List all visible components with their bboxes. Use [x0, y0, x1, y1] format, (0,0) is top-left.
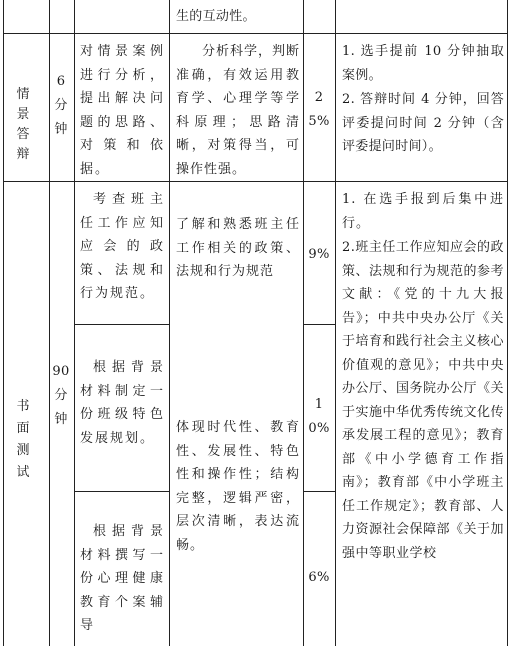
subrow-divider-1 [74, 324, 169, 325]
scenario-category: 情景答辩 [16, 87, 36, 162]
border-right [507, 0, 508, 646]
written-sub1-criteria: 了解和熟悉班主任工作相关的政策、法规和行为规范 [176, 217, 300, 279]
written-shared-criteria: 体现时代性、教育性、发展性、特色性和操作性；结构完整，逻辑严密，层次清晰，表达流畅。 [176, 420, 300, 553]
written-sub3-weight: 6% [308, 570, 330, 585]
divider-time-content [74, 0, 75, 646]
divider-category-time [49, 0, 50, 646]
subrow-divider-2 [74, 491, 169, 492]
row-divider-top [3, 33, 508, 34]
subrow-divider-1-weight [303, 324, 336, 325]
scenario-content: 对情景案例进行分析，提出解决问题的思路、对策和依据。 [80, 44, 165, 177]
top-row-content-tail: 生的互动性。 [176, 9, 256, 24]
written-sub3-content: 根据背景材料撰写一份心理健康教育个案辅导 [80, 524, 165, 633]
subrow-divider-2-weight [303, 491, 336, 492]
written-note-1: 1. 在选手报到后集中进行。 [342, 192, 504, 231]
scenario-time: 6分钟 [54, 74, 68, 137]
written-time: 90分钟 [52, 364, 70, 427]
written-sub1-weight: 9% [308, 247, 330, 262]
written-sub2-weight: 10% [308, 397, 330, 436]
divider-weight-notes [335, 0, 336, 646]
border-left [3, 0, 4, 646]
scenario-criteria: 分析科学，判断准确，有效运用教育学、心理学等学科原理；思路清晰，对策得当，可操作性强。 [176, 44, 301, 177]
divider-content-criteria [169, 0, 170, 646]
row-divider-written [3, 181, 508, 182]
written-sub1-content: 考查班主任工作应知应会的政策、法规和行为规范。 [80, 192, 165, 301]
written-sub2-content: 根据背景材料制定一份班级特色发展规划。 [80, 360, 165, 446]
scenario-note-2: 2. 答辩时间 4 分钟，回答评委提问时间 2 分钟（含评委提问时间）。 [342, 92, 504, 154]
written-category: 书面测试 [16, 399, 36, 480]
scenario-note-1: 1. 选手提前 10 分钟抽取案例。 [342, 44, 504, 83]
divider-criteria-weight [303, 0, 304, 646]
scenario-weight: 25% [308, 90, 330, 129]
written-note-2: 2.班主任工作应知应会的政策、法规和行为规范的参考文献：《党的十九大报告》；中共中央办公厅《关于培育和践行社会主义核心价值观的意见》；中共中央办公厅、国务院办公厅《关于实施中华优秀传统文化传承发展工程的意见》；教育部《中小学德育工作指南》；教育部《中小学班主任工作规定》；教育部、人力资源社会保障部《关于加强中等职业学校 [342, 240, 505, 561]
